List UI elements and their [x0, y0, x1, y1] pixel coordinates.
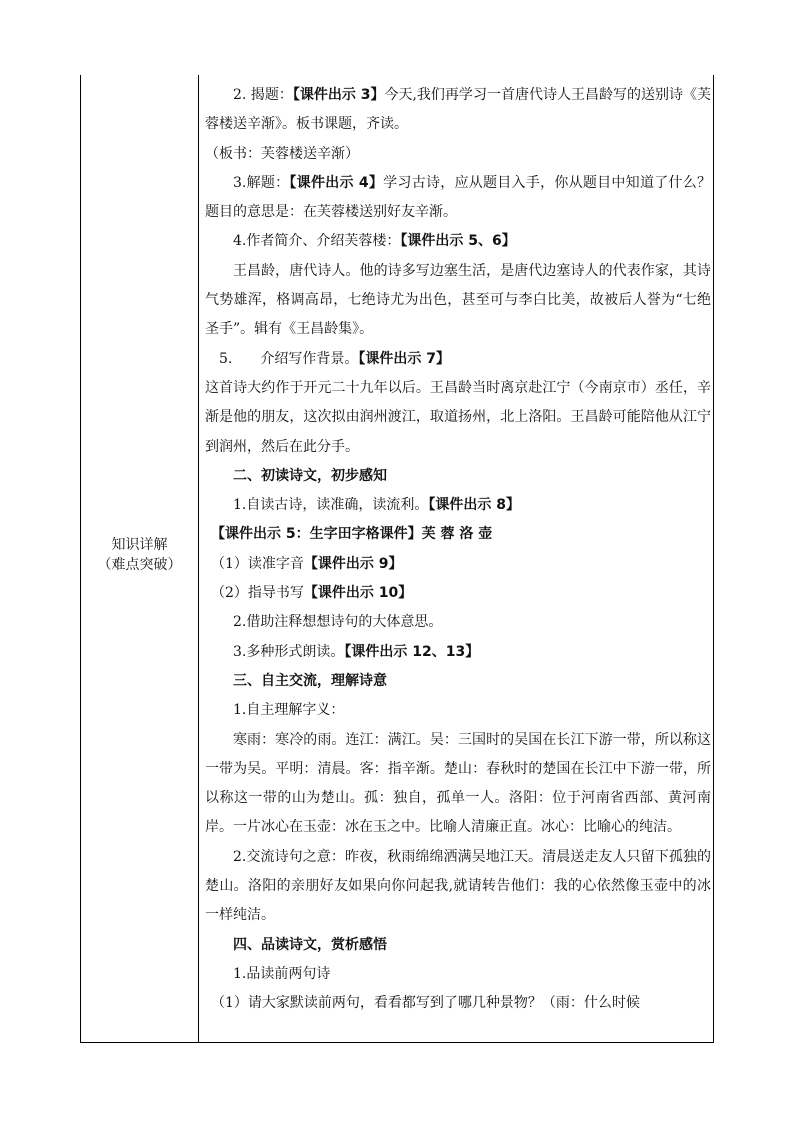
paragraph-background-title: 5. 介绍写作背景。【课件出示 7】	[219, 350, 450, 367]
section-heading-2: 二、初读诗文，初步感知	[233, 467, 387, 484]
paragraph-question: （1）请大家默读前两句，看看都写到了哪几种景物？（雨：什么时候	[211, 995, 640, 1012]
section-heading-3: 三、自主交流，理解诗意	[233, 672, 387, 689]
paragraph-reading-forms: 3.多种形式朗读。【课件出示 12、13】	[233, 643, 480, 660]
paragraph-reveal-title: 2. 揭题：【课件出示 3】今天,我们再学习一首唐代诗人王昌龄写的送别诗《芙蓉楼送辛渐》。板书课题，齐读。	[205, 87, 711, 133]
paragraph-first-lines: 1.品读前两句诗	[233, 965, 331, 982]
paragraph-explain-title: 3.解题：【课件出示 4】学习古诗，应从题目入手，你从题目中知道了什么？题目的意思是：在芙蓉楼送别好友辛渐。	[205, 174, 712, 221]
paragraph-background-text: 这首诗大约作于开元二十九年以后。王昌龄当时离京赴江宁（今南京市）丞任，辛渐是他的朋友，这次拟由润州渡江，取道扬州，北上洛阳。王昌龄可能陪他从江宁到润州，然后在此分手。	[205, 379, 711, 455]
section-label-line1: 知识详解	[111, 537, 168, 553]
paragraph-word-meaning-title: 1.自主理解字义：	[233, 702, 345, 719]
lesson-table	[80, 75, 714, 1043]
paragraph-new-characters: 【课件出示 5：生字田字格课件】芙 蓉 洛 壶	[211, 526, 493, 543]
paragraph-author-intro: 4.作者简介、介绍芙蓉楼：【课件出示 5、6】	[233, 233, 516, 250]
paragraph-poem-meaning: 2.交流诗句之意：昨夜，秋雨绵绵洒满吴地江天。清晨送走友人只留下孤独的楚山。洛阳的亲朋好友如果向你问起我,就请转告他们：我的心依然像玉壶中的冰一样纯洁。	[205, 848, 711, 924]
lesson-content-cell	[205, 81, 711, 1019]
paragraph-word-meanings: 寒雨：寒冷的雨。连江：满江。吴：三国时的吴国在长江下游一带，所以称这一带为吴。平明：清晨。客：指辛渐。楚山：春秋时的楚国在长江中下游一带，所以称这一带的山为楚山。孤：独自，孤单一人。洛阳：位于河南省西部、黄河南岸。一片冰心在玉壶：冰在玉之中。比喻人清廉正直。冰心：比喻心的纯洁。	[205, 731, 711, 836]
paragraph-board-note: （板书：芙蓉楼送辛渐）	[205, 145, 359, 162]
section-label-line2: （难点突破）	[97, 557, 182, 573]
section-label-cell	[81, 535, 198, 575]
paragraph-annotations: 2.借助注释想想诗句的大体意思。	[233, 614, 443, 631]
paragraph-self-read: 1.自读古诗，读准确，读流利。【课件出示 8】	[233, 497, 520, 514]
paragraph-writing-guide: （2）指导书写【课件出示 10】	[211, 585, 413, 602]
paragraph-pronunciation: （1）读准字音【课件出示 9】	[211, 555, 403, 572]
paragraph-author-bio: 王昌龄，唐代诗人。他的诗多写边塞生活，是唐代边塞诗人的代表作家，其诗气势雄浑，格调高昂，七绝诗尤为出色，甚至可与李白比美，故被后人誉为“七绝圣手”。辑有《王昌龄集》。	[205, 262, 711, 338]
column-divider	[198, 75, 199, 1042]
section-heading-4: 四、品读诗文，赏析感悟	[233, 936, 387, 953]
